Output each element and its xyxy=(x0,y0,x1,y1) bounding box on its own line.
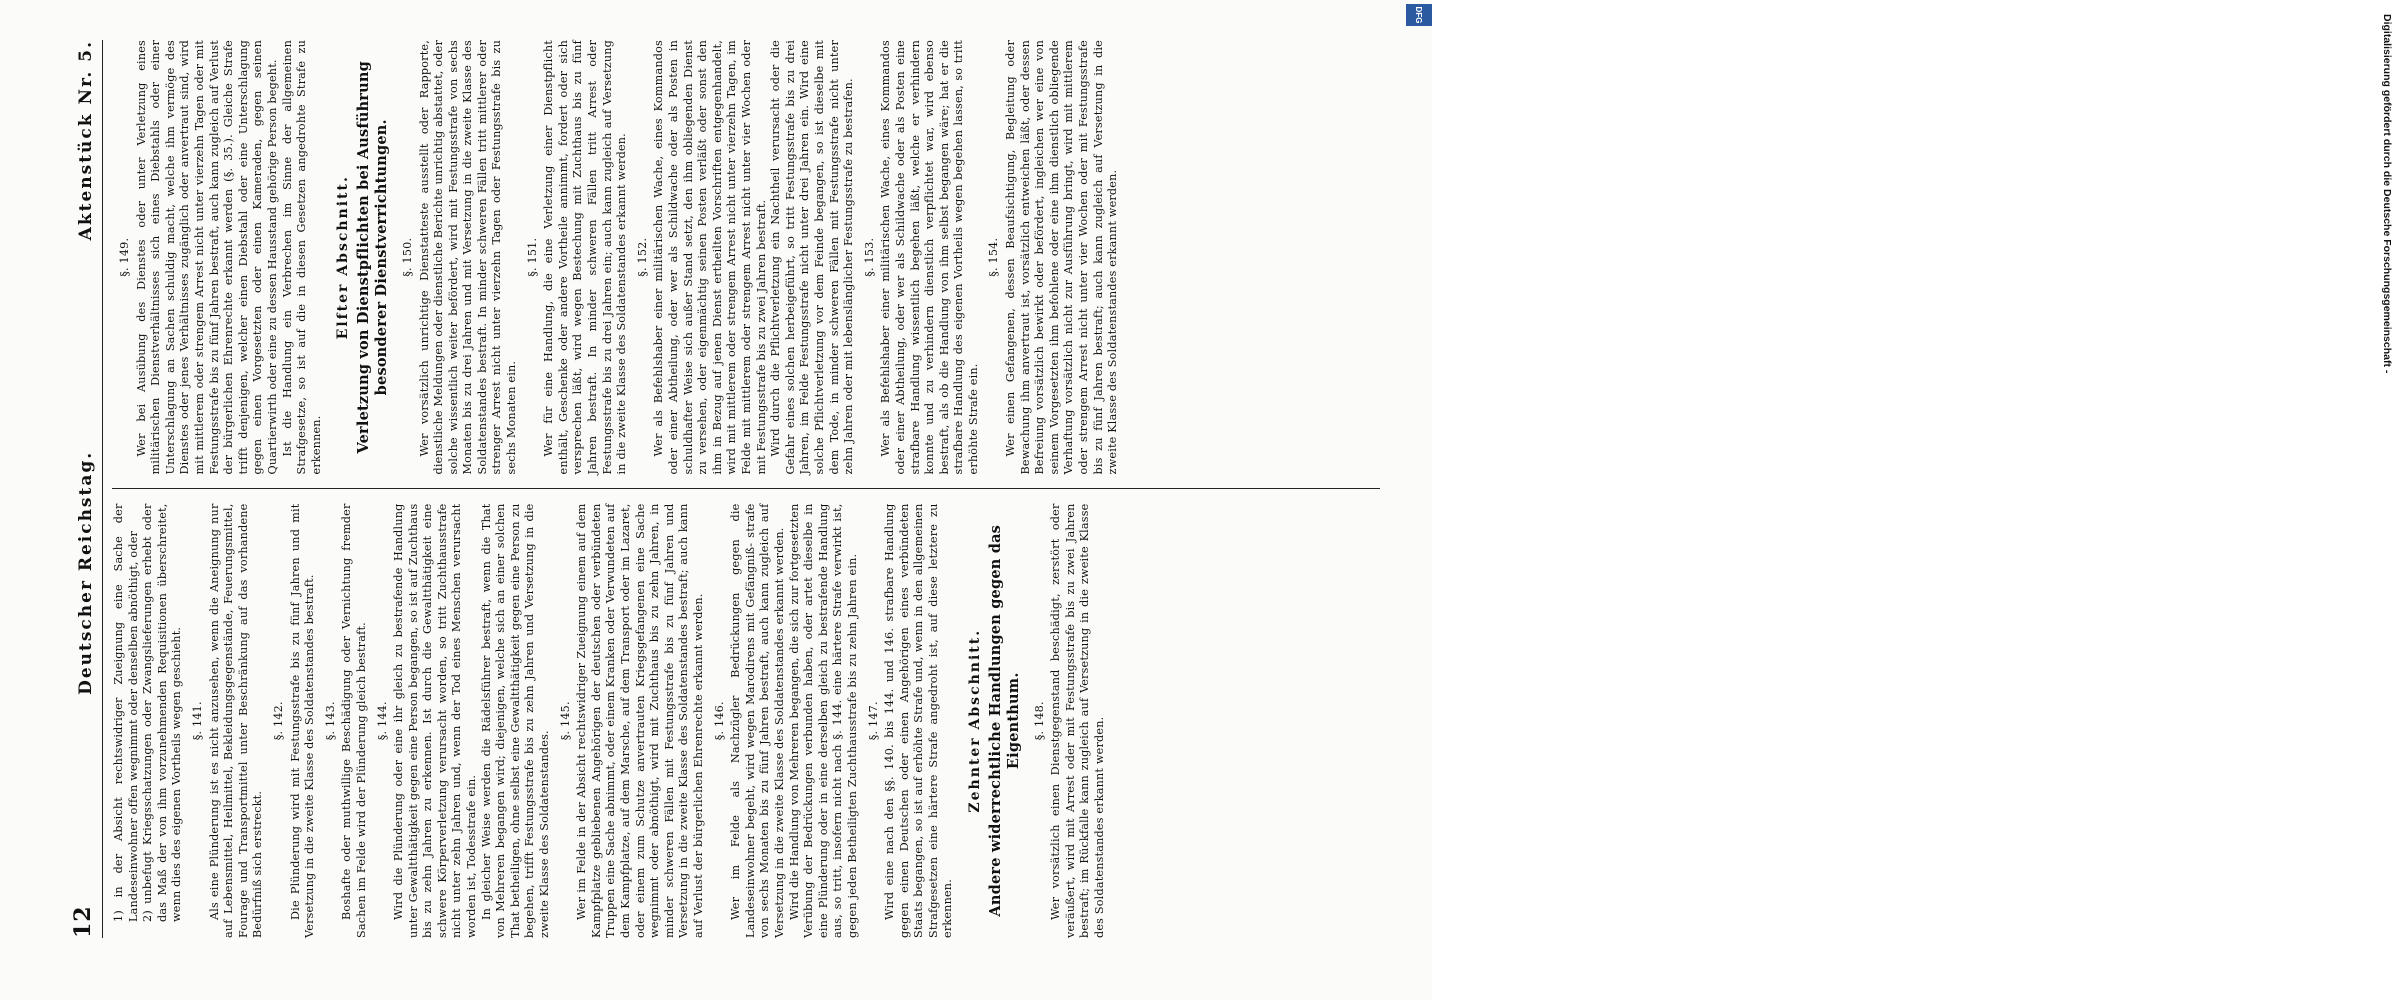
section-number: §. 148. xyxy=(1032,701,1046,741)
section-text: In gleicher Weise werden die Rädelsführer bestraft, wenn die That von Mehreren begangen wird; diejenigen, welche sich an einer solchen That betheiligen, ohne selbst eine Gewaltthätigkeit gegen eine Person zu begehen, trifft Festungsstrafe bis zu zehn Jahren und Versetzung in die zweite Klasse des Soldatenstandes. xyxy=(479,503,552,938)
section-number: §. 145. xyxy=(558,701,572,741)
section-number: §. 141. xyxy=(190,701,204,741)
right-column xyxy=(112,40,1380,489)
section-text: Wer im Felde in der Absicht rechtswidriger Zueignung einem auf dem Kampfplatze gebliebenen Angehörigen der deutschen oder verbündeten Truppen eine Sache abnimmt, oder einem Kranken oder Verwundeten auf dem Kampfplatze, auf dem Marsche, auf dem Transport oder im Lazaret, oder einem zum Schutze anvertrauten Kriegsgefangenen eine Sache wegnimmt oder abnöthigt, wird mit Zuchthaus bis zu zehn Jahren, in minder schweren Fällen mit Festungsstrafe bis zu fünf Jahren und Versetzung in die zweite Klasse des Soldatenstandes bestraft; auch kann auf Verlust der bürgerlichen Ehrenrechte erkannt werden. xyxy=(575,503,705,938)
section-number: §. 152. xyxy=(635,237,649,277)
section-text: Die Plünderung wird mit Festungsstrafe bis zu fünf Jahren und mit Versetzung in die zweite Klasse des Soldatenstandes bestraft. xyxy=(288,503,317,938)
dfg-logo: DFG xyxy=(1406,4,1432,26)
header-rule xyxy=(102,40,103,938)
section-number: §. 142. xyxy=(271,701,285,741)
section-text: Wer als Befehlshaber einer militärischen Wache, eines Kommandos oder einer Abtheilung, oder wer als Schildwache oder als Posten in schuldhafter Weise sich außer Stand setzt, den ihm obliegenden Dienst zu versehen, oder eigenmächtig seinen Posten verläßt oder sonst den ihm in Bezug auf jenen Dienst ertheilten Vorschriften entgegenhandelt, wird mit mittlerem oder strengem Arrest nicht unter vierzehn Tagen, im Felde mit mittlerem oder strengem Arrest nicht unter vier Wochen oder mit Festungsstrafe bis zu zwei Jahren bestraft. xyxy=(652,40,768,475)
document-number: Aktenstück Nr. 5. xyxy=(76,40,96,241)
section-text: Wird die Handlung von Mehreren begangen, die sich zur fortgesetzten Verübung der Bedrückungen verbunden haben, oder artet dieselbe in eine Plünderung oder in eine derselben gleich zu bestrafende Handlung aus, so tritt, insofern nicht nach §. 144. eine härtere Strafe verwirkt ist, gegen jeden Betheiligten Zuchthausstrafe bis zu zehn Jahren ein. xyxy=(787,503,859,938)
section-text: Wird die Plünderung oder eine ihr gleich zu bestrafende Handlung unter Gewaltthätigkeit gegen eine Person begangen, so ist auf Zuchthaus bis zu zehn Jahren zu erkennen. Ist durch die Gewaltthätigkeit eine schwere Körperverletzung verursacht worden, so tritt Zuchthausstrafe nicht unter zehn Jahren und, wenn der Tod eines Menschen verursacht worden ist, Todesstrafe ein. xyxy=(392,503,479,938)
section-text: Wer im Felde als Nachzügler Bedrückungen gegen die Landeseinwohner begeht, wird wegen Marodirens mit Gefängniß- strafe von sechs Monaten bis zu fünf Jahren bestraft, auch kann zugleich auf Versetzung in die zweite Klasse des Soldatenstandes erkannt werden. xyxy=(729,503,786,938)
left-column xyxy=(112,489,1380,939)
section-text: Ist die Handlung ein Verbrechen im Sinne der allgemeinen Strafgesetze, so ist auf die in diesen Gesetzen angedrohte Strafe zu erkennen. xyxy=(280,40,323,475)
section-number: §. 154. xyxy=(987,237,1001,277)
section-number: §. 147. xyxy=(866,701,880,741)
section-text: Wer als Befehlshaber einer militärischen Wache, eines Kommandos oder einer Abtheilung, oder wer als Schildwache oder als Posten eine strafbare Handlung wissentlich begehen läßt, welche er verhindern konnte und zu verhindern dienstlich verpflichtet war, wird ebenso bestraft, als ob die Handlung von ihm selbst begangen wäre; hat er die strafbare Handlung des eigenen Vortheils wegen begehen lassen, so tritt erhöhte Strafe ein. xyxy=(879,40,980,475)
section-number: §. 151. xyxy=(525,237,539,277)
credit-text: Digitalisierung gefördert durch die Deutsche Forschungsgemeinschaft - xyxy=(2381,14,2393,374)
digitization-credit xyxy=(1402,0,2393,1000)
section-number: §. 149. xyxy=(118,237,131,277)
section-text: Wer vorsätzlich einen Dienstgegenstand beschädigt, zerstört oder veräußert, wird mit Arrest oder mit Festungsstrafe bis zu zwei Jahren bestraft; im Rückfalle kann zugleich auf Versetzung in die zweite Klasse des Soldatenstandes erkannt werden. xyxy=(1049,503,1107,938)
section-text: Wer für eine Handlung, die eine Verletzung einer Dienstpflicht enthält, Geschenke oder andere Vortheile annimmt, fordert oder sich versprechen läßt, wird wegen Bestechung mit Zuchthaus bis zu fünf Jahren bestraft. In minder schweren Fällen tritt Arrest oder Festungsstrafe bis zu drei Jahren ein; auch kann zugleich auf Versetzung in die zweite Klasse des Soldatenstandes erkannt werden. xyxy=(542,40,629,475)
section-number: §. 146. xyxy=(712,701,726,741)
section-text: Boshafte oder muthwillige Beschädigung oder Vernichtung fremder Sachen im Felde wird der Plünderung gleich bestraft. xyxy=(340,503,368,938)
running-title: Deutscher Reichstag. xyxy=(76,450,96,695)
section-number: §. 153. xyxy=(862,237,876,277)
page-number: 12 xyxy=(70,905,96,938)
chapter-heading: Elfter Abschnitt. xyxy=(335,175,352,340)
section-text: Wer bei Ausübung des Dienstes oder unter Verletzung eines militärischen Dienstverhältnisses sich eines Diebstahls oder einer Unterschlagung an Sachen schuldig macht, welche ihm vermöge des Dienstes oder jenes Verhältnisses zugänglich oder anvertraut sind, wird mit mittlerem oder strengem Arrest nicht unter vierzehn Tagen oder mit Festungsstrafe bis zu fünf Jahren bestraft, auch kann zugleich auf Verlust der bürgerlichen Ehrenrechte erkannt werden (§. 35.). Gleiche Strafe trifft denjenigen, welcher einen Diebstahl oder eine Unterschlagung gegen einen Vorgesetzten oder einen Kameraden, gegen seinen Quartierwirth oder eine zu dessen Hausstand gehörige Person begeht. xyxy=(134,40,279,475)
page-header xyxy=(56,40,96,938)
section-text: Als eine Plünderung ist es nicht anzusehen, wenn die Aneignung nur auf Lebensmittel, Heilmittel, Bekleidungsgegenstände, Feuerungsmittel, Fourage und Transportmittel unter Beschränkung auf das vorhandene Bedürfniß sich erstreckt. xyxy=(207,503,265,938)
list-item: 1) in der Absicht rechtswidriger Zueignung eine Sache der Landeseinwohner offen wegnimmt oder denselben abnöthigt, oder xyxy=(112,503,140,922)
section-text: Wird eine nach den §§. 140. bis 144. und 146. strafbare Handlung gegen einen Deutschen oder einen Angehörigen eines verbündeten Staats begangen, so ist auf erhöhte Strafe und, wenn in den allgemeinen Strafgesetzen eine härtere Strafe angedroht ist, auf diese letztere zu erkennen. xyxy=(883,503,955,938)
list-item: 2) unbefugt Kriegsschatzungen oder Zwangslieferungen erhebt oder das Maß der von ihm vorzunehmenden Requisitionen überschreitet, wenn dies des eigenen Vortheils wegen geschieht. xyxy=(141,503,184,922)
section-text: Wer einen Gefangenen, dessen Beaufsichtigung, Begleitung oder Bewachung ihm anvertraut ist, vorsätzlich entweichen läßt, oder dessen Befreiung vorsätzlich bewirkt oder befördert, ingleichen wer eine von seinem Vorgesetzten ihm befohlene oder eine ihm dienstlich obliegende Verhaftung vorsätzlich nicht zur Ausführung bringt, wird mit mittlerem oder strengem Arrest nicht unter vier Wochen oder mit Festungsstrafe bis zu fünf Jahren bestraft; auch kann zugleich auf Versetzung in die zweite Klasse des Soldatenstandes erkannt werden. xyxy=(1004,40,1120,475)
chapter-title: Andere widerrechtliche Handlungen gegen das Eigenthum. xyxy=(986,524,1022,917)
section-number: §. 143. xyxy=(323,701,337,741)
section-number: §. 150. xyxy=(400,237,414,277)
section-text: Wer vorsätzlich unrichtige Dienstatteste ausstellt oder Rapporte, dienstliche Meldungen oder dienstliche Berichte unrichtig abstattet, oder solche wissentlich weiter befördert, wird mit Festungsstrafe von sechs Monaten bis zu drei Jahren und mit Versetzung in die zweite Klasse des Soldatenstandes bestraft. In minder schweren Fällen tritt mittlerer oder strenger Arrest nicht unter vierzehn Tagen oder Festungsstrafe bis zu sechs Monaten ein. xyxy=(417,40,519,475)
chapter-heading: Zehnter Abschnitt. xyxy=(967,628,984,813)
chapter-title: Verletzung von Dienstpflichten bei Ausführung besonderer Dienstverrichtungen. xyxy=(354,61,390,454)
section-number: §. 144. xyxy=(375,701,389,741)
section-text: Wird durch die Pflichtverletzung ein Nachtheil verursacht oder die Gefahr eines solchen herbeigeführt, so tritt Festungsstrafe bis zu drei Jahren, im Felde Festungsstrafe nicht unter drei Jahren ein. Wird eine solche Pflichtverletzung vor dem Feinde begangen, so ist dieselbe mit dem Tode, in minder schweren Fällen mit Festungsstrafe nicht unter zehn Jahren oder mit lebenslänglicher Festungsstrafe zu bestrafen. xyxy=(769,40,856,475)
text-columns xyxy=(112,40,1380,938)
rotated-document-page xyxy=(16,0,1416,1000)
